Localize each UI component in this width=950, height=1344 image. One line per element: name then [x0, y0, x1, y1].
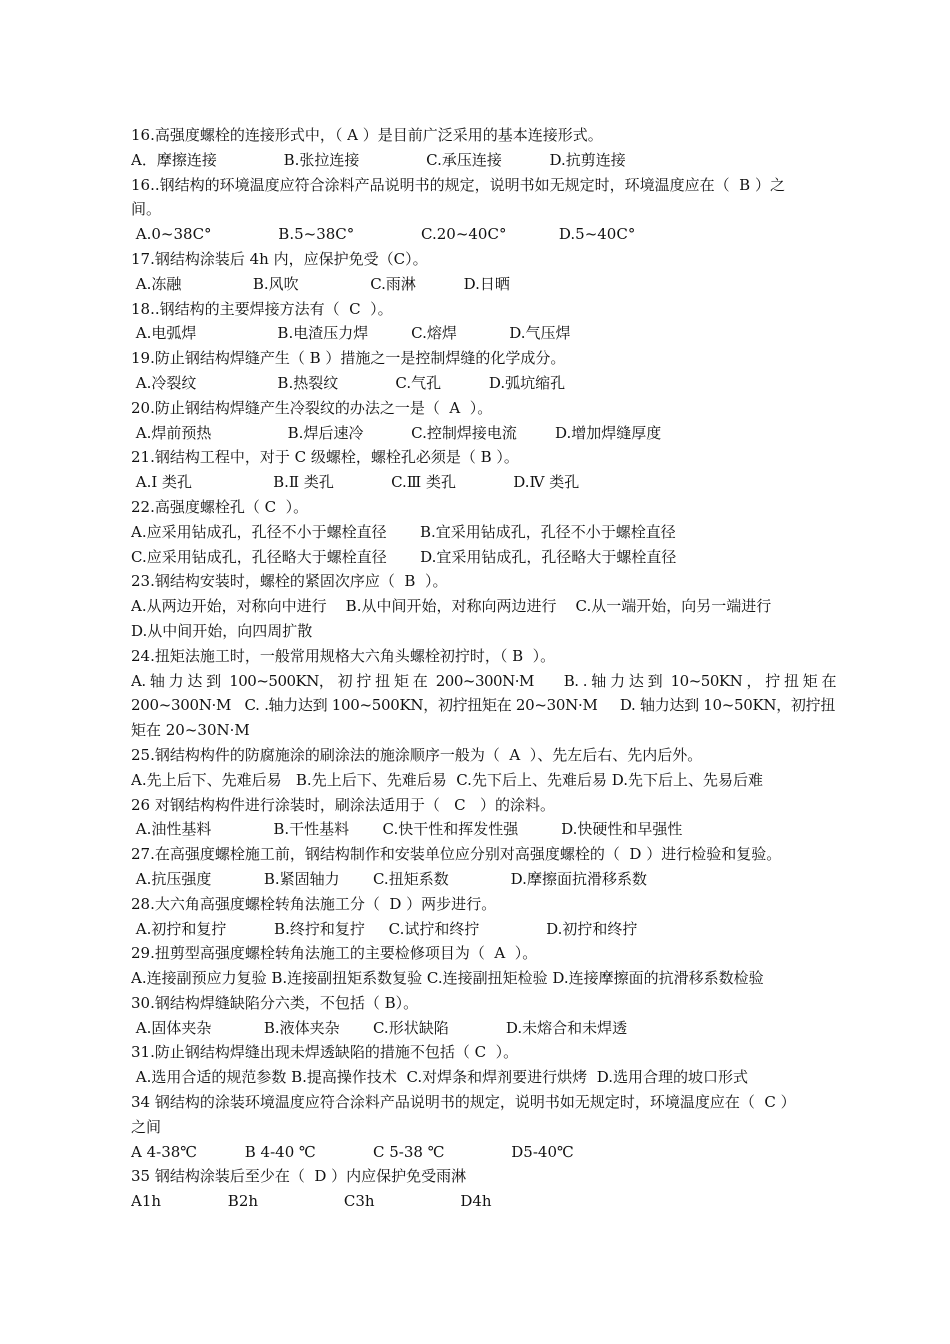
text-line: 19.防止钢结构焊缝产生（ B ）措施之一是控制焊缝的化学成分。 [131, 349, 566, 368]
text-line: A.应采用钻成孔，孔径不小于螺栓直径 B.宜采用钻成孔，孔径不小于螺栓直径 [131, 522, 676, 541]
text-line: A.抗压强度 B.紧固轴力 C.扭矩系数 D.摩擦面抗滑移系数 [131, 869, 647, 888]
text-line: A.Ⅰ 类孔 B.Ⅱ 类孔 C.Ⅲ 类孔 D.Ⅳ 类孔 [131, 473, 580, 492]
text-line: A 4-38℃ B 4-40 ℃ C 5-38 ℃ D5-40℃ [131, 1142, 574, 1161]
text-line: 20.防止钢结构焊缝产生冷裂纹的办法之一是（ A ）。 [131, 398, 493, 417]
text-line: A. 轴 力 达 到 100~500KN， 初 拧 扭 矩 在 200~300N·M B. . 轴 力 达 到 10~50KN ， 拧 扭 矩 在 [131, 671, 837, 690]
text-line: 16.高强度螺栓的连接形式中，（ A ）是目前广泛采用的基本连接形式。 [131, 126, 603, 144]
text-line: 之间 [131, 1117, 162, 1136]
text-line: 25.钢结构构件的防腐施涂的刷涂法的施涂顺序一般为（ A ）、先左后右、先内后外。 [131, 745, 703, 764]
text-line: A.0~38C° B.5~38C° C.20~40C° D.5~40C° [131, 225, 636, 244]
text-line: 34 钢结构的涂装环境温度应符合涂料产品说明书的规定，说明书如无规定时，环境温度应在（ C ） [131, 1093, 796, 1112]
text-line: 间。 [131, 200, 162, 219]
text-line: A.连接副预应力复验 B.连接副扭矩系数复验 C.连接副扭矩检验 D.连接摩擦面的抗滑移系数检验 [131, 969, 764, 988]
text-line: D.从中间开始，向四周扩散 [131, 621, 313, 640]
text-line: 21.钢结构工程中，对于 C 级螺栓，螺栓孔必须是（ B ）。 [131, 448, 519, 467]
text-line: 28.大六角高强度螺栓转角法施工分（ D ）两步进行。 [131, 894, 497, 913]
text-line: A.先上后下、先难后易 B.先上后下、先难后易 C.先下后上、先难后易 D.先下后上、先易后难 [131, 770, 763, 789]
text-line: A.选用合适的规范参数 B.提高操作技术 C.对焊条和焊剂要进行烘烤 D.选用合理的坡口形式 [131, 1068, 748, 1087]
text-line: A.冻融 B.风吹 C.雨淋 D.日晒 [131, 274, 510, 293]
text-line: A.油性基料 B.干性基料 C.快干性和挥发性强 D.快硬性和早强性 [131, 820, 683, 839]
text-line: 22.高强度螺栓孔（ C ）。 [131, 497, 309, 516]
text-line: 18..钢结构的主要焊接方法有（ C ）。 [131, 299, 393, 318]
text-line: C.应采用钻成孔，孔径略大于螺栓直径 D.宜采用钻成孔，孔径略大于螺栓直径 [131, 547, 677, 566]
text-line: 17.钢结构涂装后 4h 内，应保护免受（C）。 [131, 249, 428, 268]
text-line: A.固体夹杂 B.液体夹杂 C.形状缺陷 D.未熔合和未焊透 [131, 1018, 628, 1037]
text-line: 26 对钢结构构件进行涂装时，刷涂法适用于（ C ）的涂料。 [131, 795, 555, 814]
text-line: A.电弧焊 B.电渣压力焊 C.熔焊 D.气压焊 [131, 324, 571, 343]
text-line: 16..钢结构的环境温度应符合涂料产品说明书的规定，说明书如无规定时，环境温度应在（ B ）之 [131, 175, 785, 194]
text-line: 30.钢结构焊缝缺陷分六类，不包括（ B）。 [131, 993, 419, 1012]
text-line: 35 钢结构涂装后至少在（ D ）内应保护免受雨淋 [131, 1167, 467, 1186]
text-line: 31.防止钢结构焊缝出现未焊透缺陷的措施不包括（ C ）。 [131, 1043, 519, 1062]
text-line: A.初拧和复拧 B.终拧和复拧 C.试拧和终拧 D.初拧和终拧 [131, 919, 638, 938]
text-line: 24.扭矩法施工时，一般常用规格大六角头螺栓初拧时，（ B ）。 [131, 646, 556, 665]
text-line: 矩在 20~30N·M [131, 721, 250, 740]
question-list [131, 123, 839, 1214]
text-line: 29.扭剪型高强度螺栓转角法施工的主要检修项目为（ A ）。 [131, 944, 538, 963]
text-line: 200~300N·M C. .轴力达到 100~500KN，初拧扭矩在 20~30N·M D. 轴力达到 10~50KN，初拧扭 [131, 696, 836, 715]
text-line: 27.在高强度螺栓施工前，钢结构制作和安装单位应分别对高强度螺栓的（ D ）进行检验和复验。 [131, 845, 782, 864]
text-line: A.焊前预热 B.焊后速冷 C.控制焊接电流 D.增加焊缝厚度 [131, 423, 662, 442]
text-line: 23.钢结构安装时，螺栓的紧固次序应（ B ）。 [131, 572, 448, 591]
text-line: A．摩擦连接 B.张拉连接 C.承压连接 D.抗剪连接 [131, 150, 626, 169]
text-line: A.冷裂纹 B.热裂纹 C.气孔 D.弧坑缩孔 [131, 373, 566, 392]
text-line: A.从两边开始，对称向中进行 B.从中间开始，对称向两边进行 C.从一端开始，向另一端进行 [131, 597, 772, 616]
text-line: A1h B2h C3h D4h [131, 1192, 492, 1211]
